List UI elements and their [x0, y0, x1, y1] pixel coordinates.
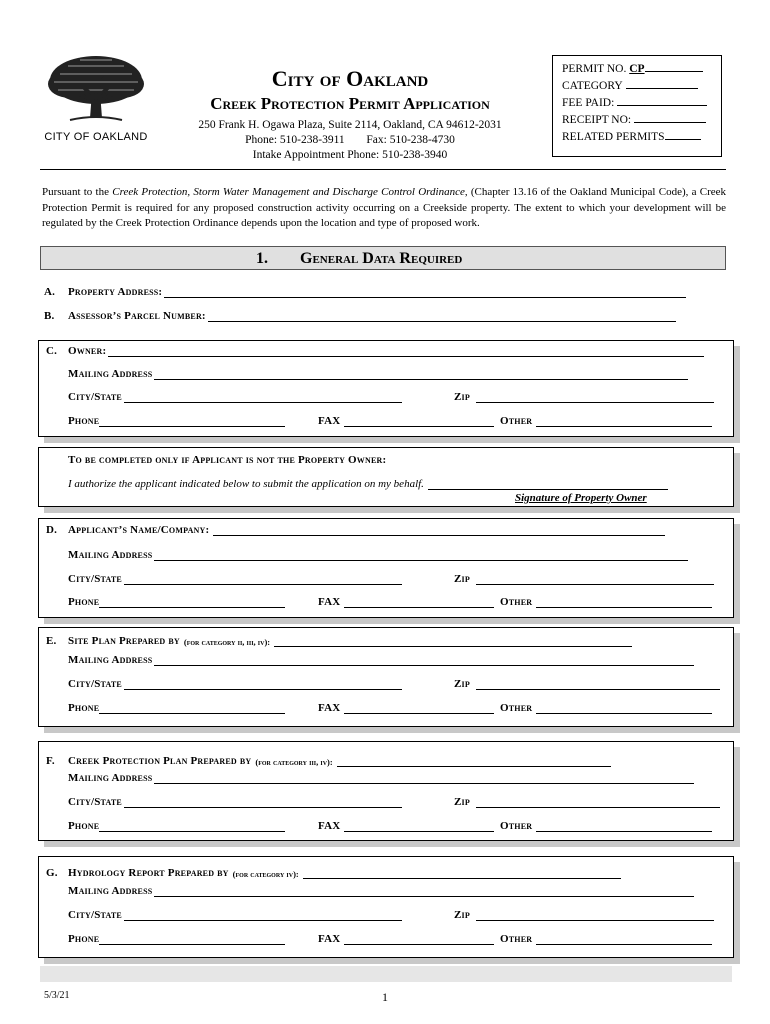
- applicant-mailing-field[interactable]: Mailing Address: [68, 549, 688, 561]
- office-address: 250 Frank H. Ogawa Plaza, Suite 2114, Oakland, CA 94612-2031: [198, 119, 502, 131]
- ordinance-name: Creek Protection, Storm Water Management and Discharge Control Ordinance: [112, 186, 465, 198]
- related-permits-row[interactable]: RELATED PERMITS: [562, 128, 721, 145]
- hydrology-zip-field[interactable]: Zip: [454, 909, 714, 921]
- permit-info-box: [552, 55, 722, 157]
- creek-plan-mailing-field[interactable]: Mailing Address: [68, 772, 694, 784]
- creek-plan-phone-field[interactable]: Phone: [68, 820, 285, 832]
- applicant-phone-field[interactable]: Phone: [68, 596, 285, 608]
- category-row[interactable]: CATEGORY: [562, 77, 721, 94]
- form-title: Creek Protection Permit Application: [210, 94, 490, 113]
- creek-plan-fax-field[interactable]: FAX: [318, 820, 494, 832]
- oak-tree-icon: [40, 52, 152, 124]
- fee-paid-row[interactable]: FEE PAID:: [562, 94, 721, 111]
- owner-mailing-field[interactable]: Mailing Address: [68, 368, 688, 380]
- logo-text: CITY OF OAKLAND: [44, 131, 148, 143]
- site-plan-preparer-field[interactable]: E. Site Plan Prepared by (for category ii, iii, iv):: [46, 635, 632, 647]
- site-plan-city-state-field[interactable]: City/State: [68, 678, 402, 690]
- site-plan-zip-field[interactable]: Zip: [454, 678, 720, 690]
- creek-plan-city-state-field[interactable]: City/State: [68, 796, 402, 808]
- owner-zip-field[interactable]: Zip: [454, 391, 714, 403]
- owner-signature-field[interactable]: I authorize the applicant indicated below to submit the application on my behalf.: [68, 478, 668, 490]
- applicant-fax-field[interactable]: FAX: [318, 596, 494, 608]
- site-plan-phone-field[interactable]: Phone: [68, 702, 285, 714]
- owner-phone-field[interactable]: Phone: [68, 415, 285, 427]
- office-fax: Fax: 510-238-4730: [366, 134, 455, 146]
- section-number: 1.: [256, 250, 268, 267]
- hydrology-other-field[interactable]: Other: [500, 933, 712, 945]
- office-phone: Phone: 510-238-3911: [245, 134, 345, 146]
- site-plan-mailing-field[interactable]: Mailing Address: [68, 654, 694, 666]
- site-plan-other-field[interactable]: Other: [500, 702, 712, 714]
- intake-phone: Intake Appointment Phone: 510-238-3940: [252, 149, 448, 161]
- city-title: City of Oakland: [271, 66, 429, 91]
- bottom-shade: [40, 966, 732, 982]
- authorization-heading: To be completed only if Applicant is not the Property Owner:: [68, 454, 387, 466]
- site-plan-fax-field[interactable]: FAX: [318, 702, 494, 714]
- signature-caption: Signature of Property Owner: [515, 492, 647, 504]
- section-title: General Data Required: [300, 250, 463, 267]
- applicant-zip-field[interactable]: Zip: [454, 573, 714, 585]
- owner-fax-field[interactable]: FAX: [318, 415, 494, 427]
- hydrology-mailing-field[interactable]: Mailing Address: [68, 885, 694, 897]
- applicant-city-state-field[interactable]: City/State: [68, 573, 402, 585]
- hydrology-city-state-field[interactable]: City/State: [68, 909, 402, 921]
- header-divider: [40, 169, 726, 170]
- receipt-no-row[interactable]: RECEIPT NO:: [562, 111, 721, 128]
- creek-plan-other-field[interactable]: Other: [500, 820, 712, 832]
- hydrology-phone-field[interactable]: Phone: [68, 933, 285, 945]
- applicant-other-field[interactable]: Other: [500, 596, 712, 608]
- intro-paragraph: Pursuant to the Creek Protection, Storm Water Management and Discharge Control Ordinance, (Chapter 13.16 of the Oakland Municipal Code), a Creek Protection Permit is required for any proposed construction activity occurring on a Creekside property. The extent to which your development will be regulated by the Creek Protection Ordinance depends upon the location and type of proposed work.: [42, 186, 727, 229]
- related-permits-line[interactable]: [562, 145, 721, 162]
- creek-plan-preparer-field[interactable]: F. Creek Protection Plan Prepared by (for category iii, iv):: [46, 755, 611, 767]
- footer-date: 5/3/21: [44, 990, 70, 1001]
- city-logo: [40, 52, 152, 142]
- applicant-name-field[interactable]: D. Applicant’s Name/Company:: [46, 524, 665, 536]
- page-number: 1: [382, 990, 388, 1004]
- owner-field[interactable]: C. Owner:: [46, 345, 704, 357]
- parcel-number-field[interactable]: B. Assessor’s Parcel Number:: [44, 310, 676, 322]
- contact-line: [160, 134, 540, 146]
- hydrology-fax-field[interactable]: FAX: [318, 933, 494, 945]
- property-address-field[interactable]: A. Property Address:: [44, 286, 686, 298]
- permit-no-row[interactable]: PERMIT NO. CP: [562, 60, 721, 77]
- hydrology-preparer-field[interactable]: G. Hydrology Report Prepared by (for category iv):: [46, 867, 621, 879]
- permit-no-prefix: CP: [629, 63, 645, 75]
- owner-other-field[interactable]: Other: [500, 415, 712, 427]
- owner-city-state-field[interactable]: City/State: [68, 391, 402, 403]
- creek-plan-zip-field[interactable]: Zip: [454, 796, 720, 808]
